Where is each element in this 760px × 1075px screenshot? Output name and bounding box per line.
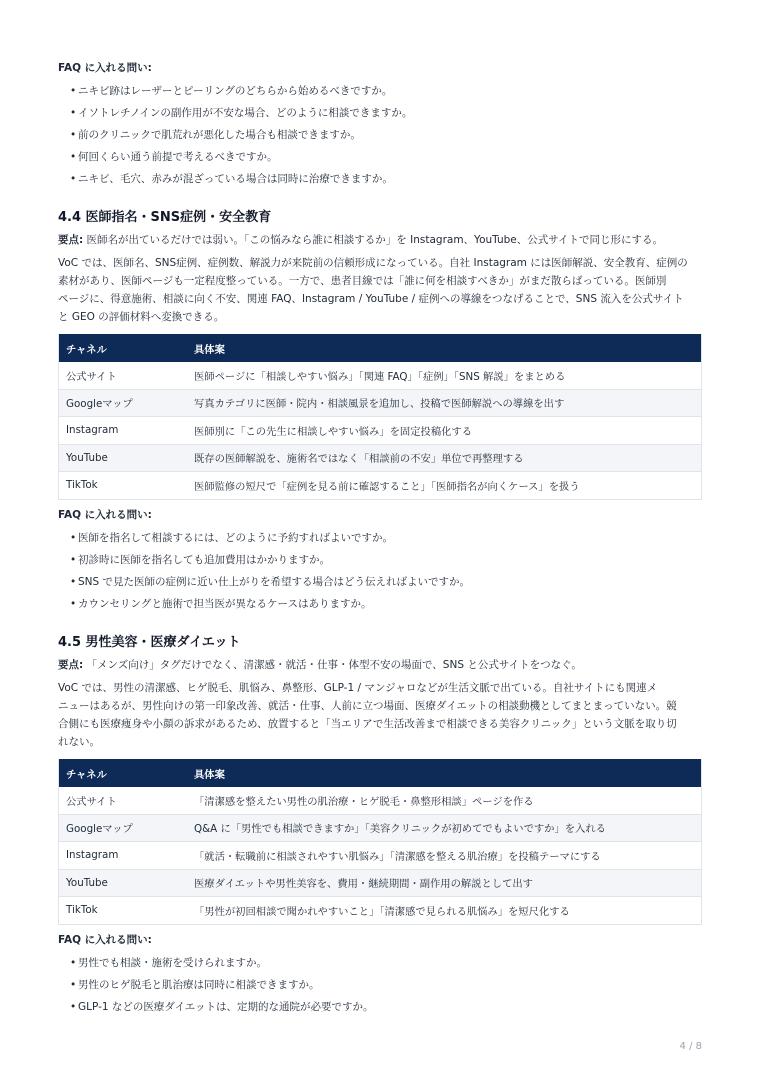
paragraph-line: 合側にも医療痩身や小顔の訴求があるため、放置すると「当エリアで生活改善まで相談できる美容クリニック」という文脈を取り切 [58,718,677,730]
table-cell: 既存の医師解説を、施術名ではなく「相談前の不安」単位で再整理する [194,444,702,472]
section-heading: 4.5 男性美容・医療ダイエット [58,635,241,650]
table-cell: Q&A に「男性でも相談できますか」「美容クリニックが初めてでもよいですか」を入れる [194,814,702,842]
faq-block-1 [58,60,412,190]
faq-item: • 医師を指名して相談するには、どのように予約すればよいですか。 [72,527,470,549]
paragraph-line: VoC では、医師名、SNS症例、症例数、解説力が来院前の信頼形成になっている。自社 Instagram には医師解説、安全教育、症例の [58,257,688,269]
table-row [59,444,702,472]
paragraph-line: VoC では、男性の清潔感、ヒゲ脱毛、肌悩み、鼻整形、GLP-1 / マンジャロなどが生活文脈で出ている。自社サイトにも関連メ [58,682,658,694]
faq-item: • 初診時に医師を指名しても追加費用はかかりますか。 [72,549,470,571]
key-point [58,232,702,248]
paragraph [58,254,702,326]
table-cell: 医師ページに「相談しやすい悩み」「関連 FAQ」「症例」「SNS 解説」をまとめる [194,362,702,389]
table-cell: Googleマップ [59,389,195,417]
table-row [59,472,702,500]
faq-title: FAQ に入れる問い: [58,934,152,946]
table-cell: 「男性が初回相談で聞かれやすいこと」「清潔感で見られる肌悩み」を短尺化する [194,897,702,925]
table-cell: YouTube [59,444,195,472]
faq-title: FAQ に入れる問い: [58,62,152,74]
faq-item: • カウンセリングと施術で担当医が異なるケースはありますか。 [72,593,470,615]
table-cell: Googleマップ [59,814,195,842]
table-row [59,362,702,389]
table-header: 具体案 [194,759,702,787]
paragraph-line: 素材があり、医師ページも一定程度整っている。一方で、患者目線では「誰に何を相談すべきか」がまだ散らばっている。医師別 [58,275,667,287]
faq-list [58,80,412,190]
paragraph [58,679,702,751]
faq-item: • GLP-1 などの医療ダイエットは、定期的な通院が必要ですか。 [72,996,374,1018]
table-cell: 公式サイト [59,362,195,389]
page-number: 4 / 8 [679,1041,702,1052]
table-cell: 写真カテゴリに医師・院内・相談風景を追加し、投稿で医師解説への導線を出す [194,389,702,417]
faq-block-2 [58,507,470,615]
table-row [59,814,702,842]
paragraph-line: ニューはあるが、男性向けの第一印象改善、就活・仕事、人前に立つ場面、医療ダイエットの相談動機としてまとまっていない。競 [58,700,677,712]
faq-item: • ニキビ跡はレーザーとピーリングのどちらから始めるべきですか。 [72,80,412,102]
table-cell: TikTok [59,472,195,500]
table-row [59,869,702,897]
table-header: チャネル [59,334,195,362]
paragraph-line: ページに、得意施術、相談に向く不安、関連 FAQ、Instagram / YouTube / 症例への導線をつなげることで、SNS 流入を公式サイト [58,293,684,305]
faq-item: • 男性のヒゲ脱毛と肌治療は同時に相談できますか。 [72,974,374,996]
faq-item: • 何回くらい通う前提で考えるべきですか。 [72,146,412,168]
key-point [58,657,702,673]
table-cell: 医師監修の短尺で「症例を見る前に確認すること」「医師指名が向くケース」を扱う [194,472,702,500]
faq-item: • 前のクリニックで肌荒れが悪化した場合も相談できますか。 [72,124,412,146]
key-point-label: 要点: [58,234,84,246]
table-cell: 医師別に「この先生に相談しやすい悩み」を固定投稿化する [194,417,702,445]
faq-list [58,527,470,615]
key-point-label: 要点: [58,659,84,671]
key-point-text: 医師名が出ているだけでは弱い。「この悩みなら誰に相談するか」を Instagram、YouTube、公式サイトで同じ形にする。 [83,234,664,246]
table-row [59,389,702,417]
table-cell: Instagram [59,417,195,445]
table-cell: Instagram [59,842,195,870]
table-row [59,787,702,814]
table-cell: 「就活・転職前に相談されやすい肌悩み」「清潔感を整える肌治療」を投稿テーマにする [194,842,702,870]
table-row [59,842,702,870]
faq-title: FAQ に入れる問い: [58,509,152,521]
table-header: 具体案 [194,334,702,362]
faq-item: • SNS で見た医師の症例に近い仕上がりを希望する場合はどう伝えればよいですか。 [72,571,470,593]
section-heading: 4.4 医師指名・SNS症例・安全教育 [58,210,272,225]
key-point-text: 「メンズ向け」タグだけでなく、清潔感・就活・仕事・体型不安の場面で、SNS と公式サイトをつなぐ。 [83,659,582,671]
table-cell: 医療ダイエットや男性美容を、費用・継続期間・副作用の解説として出す [194,869,702,897]
faq-block-3 [58,932,374,1018]
faq-item: • イソトレチノインの副作用が不安な場合、どのように相談できますか。 [72,102,412,124]
table-cell: 公式サイト [59,787,195,814]
table-row [59,897,702,925]
channel-table [58,334,702,500]
table-cell: TikTok [59,897,195,925]
channel-table [58,759,702,925]
faq-list [58,952,374,1018]
faq-item: • ニキビ、毛穴、赤みが混ざっている場合は同時に治療できますか。 [72,168,412,190]
faq-item: • 男性でも相談・施術を受けられますか。 [72,952,374,974]
paragraph-line: れない。 [58,736,100,748]
table-cell: YouTube [59,869,195,897]
table-row [59,417,702,445]
table-header: チャネル [59,759,195,787]
table-cell: 「清潔感を整えたい男性の肌治療・ヒゲ脱毛・鼻整形相談」ページを作る [194,787,702,814]
paragraph-line: と GEO の評価材料へ変換できる。 [58,311,225,323]
